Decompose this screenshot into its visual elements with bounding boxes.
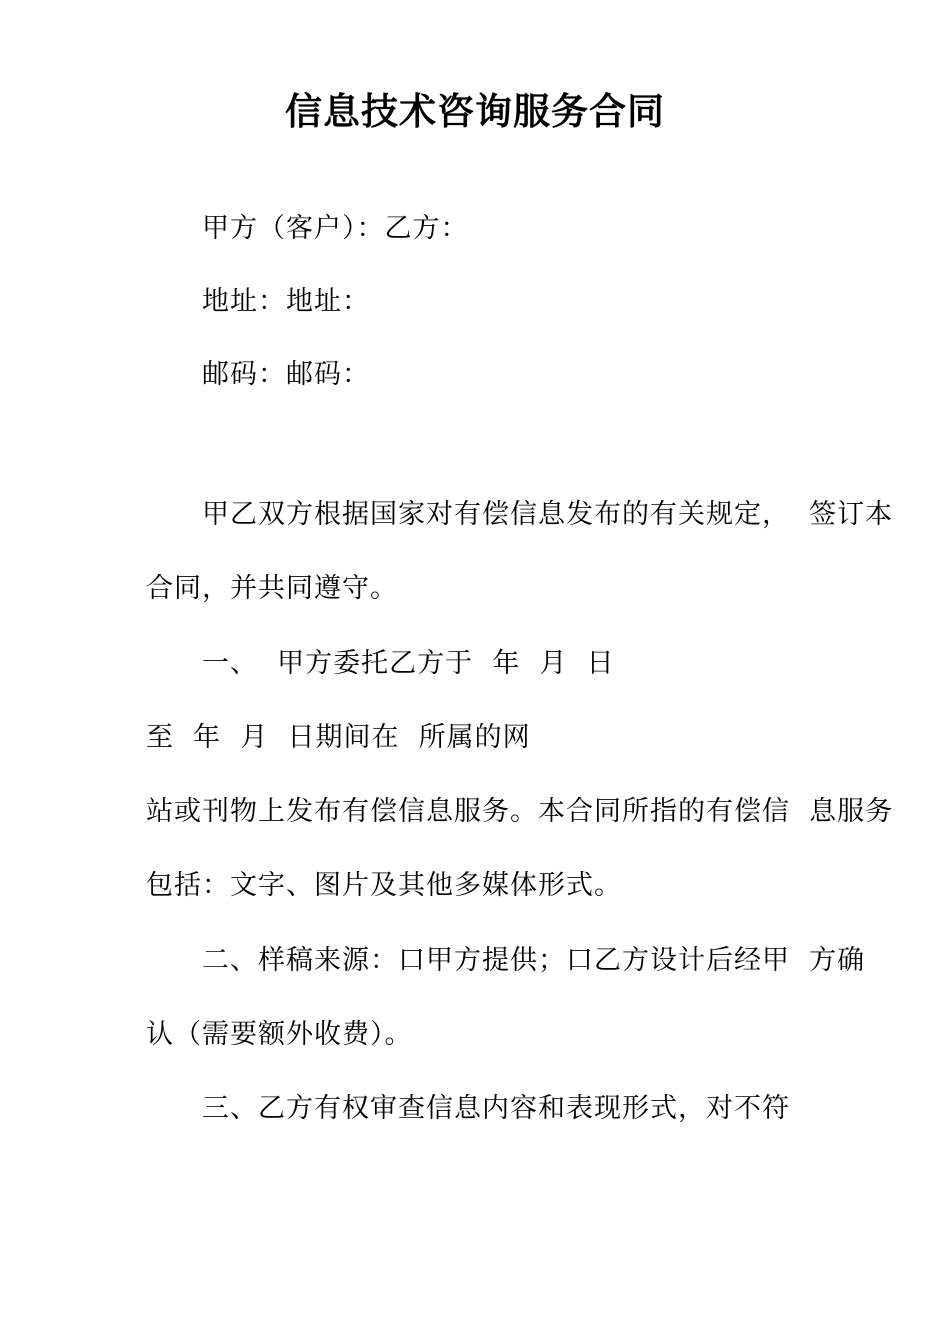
document-title: 信息技术咨询服务合同 — [285, 89, 665, 133]
body-line: 甲乙双方根据国家对有偿信息发布的有关规定， 签订本 — [202, 499, 894, 530]
body-line: 认（需要额外收费）。 — [146, 1019, 413, 1050]
clause-2-line: 二、样稿来源：口甲方提供；口乙方设计后经甲 方确 — [202, 945, 866, 976]
clause-3-line: 三、乙方有权审查信息内容和表现形式，对不符 — [202, 1093, 790, 1124]
party-line: 甲方（客户）：乙方： — [202, 213, 469, 244]
body-line: 包括：文字、图片及其他多媒体形式。 — [146, 870, 622, 901]
postcode-line: 邮码：邮码： — [202, 359, 370, 390]
body-line: 合同，并共同遵守。 — [146, 573, 398, 604]
body-line: 至 年 月 日期间在 所属的网 — [146, 722, 531, 753]
clause-1-line: 一、 甲方委托乙方于 年 月 日 — [202, 648, 615, 679]
address-line: 地址：地址： — [202, 286, 370, 317]
body-line: 站或刊物上发布有偿信息服务。本合同所指的有偿信 息服务 — [146, 796, 894, 827]
